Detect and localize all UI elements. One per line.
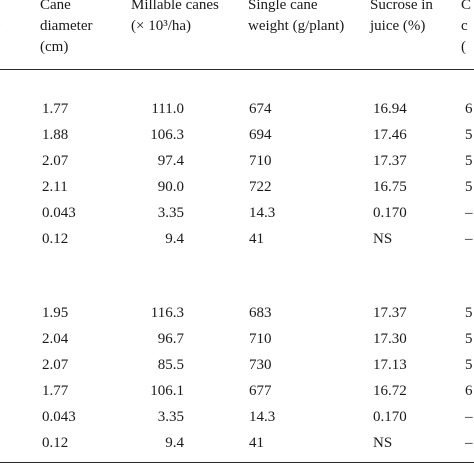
cell-cane-diameter: 0.12: [42, 231, 69, 247]
cell-sucrose: 17.30: [373, 331, 407, 347]
cell-cane-diameter: 1.77: [42, 383, 69, 399]
cell-sucrose: 16.94: [373, 101, 407, 117]
table-row: [0, 98, 474, 120]
header-rule: [0, 69, 474, 70]
cell-sucrose: 17.46: [373, 127, 407, 143]
header-cut-column: [461, 0, 471, 58]
table-row: [0, 432, 474, 454]
bottom-rule: [0, 462, 474, 463]
cell-sucrose: NS: [373, 435, 393, 451]
cell-cane-diameter: 2.07: [42, 357, 69, 373]
header-line: c: [461, 18, 468, 34]
cell-cut: –: [465, 205, 473, 221]
cell-cut: 5: [465, 357, 473, 373]
table-row: [0, 228, 474, 250]
cell-sucrose: 16.75: [373, 179, 407, 195]
cell-single-cane-weight: 694: [249, 127, 272, 143]
table-row: [0, 150, 474, 172]
table-row: [0, 202, 474, 224]
table-row: [0, 380, 474, 402]
cell-single-cane-weight: 41: [249, 435, 264, 451]
header-line: (: [461, 39, 466, 55]
cell-cane-diameter: 0.043: [42, 409, 76, 425]
table-row: [0, 176, 474, 198]
header-line: diameter: [40, 18, 93, 34]
table-row: [0, 328, 474, 350]
cell-single-cane-weight: 730: [249, 357, 272, 373]
cell-millable-canes: 106.3: [150, 127, 184, 143]
cell-millable-canes: 116.3: [150, 305, 184, 321]
header-line: Single cane: [248, 0, 318, 13]
cell-cane-diameter: 1.88: [42, 127, 69, 143]
cell-cane-diameter: 2.07: [42, 153, 69, 169]
header-line: Cane: [40, 0, 71, 13]
header-cane-diameter: [40, 0, 92, 58]
cell-sucrose: 17.37: [373, 305, 407, 321]
cell-cut: 5: [465, 305, 473, 321]
header-line: C: [461, 0, 472, 13]
cell-cane-diameter: 0.043: [42, 205, 76, 221]
cell-sucrose: 16.72: [373, 383, 407, 399]
cell-millable-canes: 3.35: [157, 205, 184, 221]
cell-cut: 5: [465, 179, 473, 195]
cell-millable-canes: 9.4: [165, 435, 184, 451]
cell-cut: 5: [465, 153, 473, 169]
cell-sucrose: 17.37: [373, 153, 407, 169]
cell-cut: 6: [465, 101, 473, 117]
cell-millable-canes: 90.0: [157, 179, 184, 195]
header-sucrose-in-juice: [370, 0, 433, 37]
cell-cane-diameter: 0.12: [42, 435, 69, 451]
header-single-cane-weight: [248, 0, 344, 37]
cell-cut: –: [465, 231, 473, 247]
cell-cane-diameter: 1.95: [42, 305, 69, 321]
cell-millable-canes: 85.5: [157, 357, 184, 373]
header-line: Millable canes: [131, 0, 219, 13]
cell-sucrose: NS: [373, 231, 393, 247]
cell-cut: 5: [465, 331, 473, 347]
cell-millable-canes: 106.1: [150, 383, 184, 399]
cell-single-cane-weight: 710: [249, 153, 272, 169]
table-row: [0, 354, 474, 376]
table-row: [0, 302, 474, 324]
cell-single-cane-weight: 710: [249, 331, 272, 347]
cell-cut: –: [465, 409, 473, 425]
cell-sucrose: 0.170: [373, 205, 407, 221]
cell-cane-diameter: 2.11: [42, 179, 68, 195]
cell-cut: 5: [465, 127, 473, 143]
header-line: weight (g/plant): [248, 18, 345, 34]
cell-single-cane-weight: 683: [249, 305, 272, 321]
cell-single-cane-weight: 674: [249, 101, 272, 117]
cell-single-cane-weight: 14.3: [249, 205, 276, 221]
header-line: (× 10³/ha): [131, 18, 192, 34]
cell-single-cane-weight: 14.3: [249, 409, 276, 425]
cell-millable-canes: 97.4: [157, 153, 184, 169]
cell-single-cane-weight: 677: [249, 383, 272, 399]
cell-cane-diameter: 2.04: [42, 331, 69, 347]
cell-cut: –: [465, 435, 473, 451]
header-line: juice (%): [370, 18, 426, 34]
cell-single-cane-weight: 722: [249, 179, 272, 195]
header-line: Sucrose in: [370, 0, 433, 13]
table-row: [0, 124, 474, 146]
cell-millable-canes: 9.4: [165, 231, 184, 247]
table-row: [0, 406, 474, 428]
header-line: (cm): [40, 39, 69, 55]
cell-sucrose: 0.170: [373, 409, 407, 425]
cell-sucrose: 17.13: [373, 357, 407, 373]
cell-single-cane-weight: 41: [249, 231, 264, 247]
cell-millable-canes: 111.0: [151, 101, 184, 117]
cell-cane-diameter: 1.77: [42, 101, 69, 117]
cell-millable-canes: 96.7: [157, 331, 184, 347]
header-millable-canes: [131, 0, 219, 37]
cell-cut: 6: [465, 383, 473, 399]
cell-millable-canes: 3.35: [157, 409, 184, 425]
